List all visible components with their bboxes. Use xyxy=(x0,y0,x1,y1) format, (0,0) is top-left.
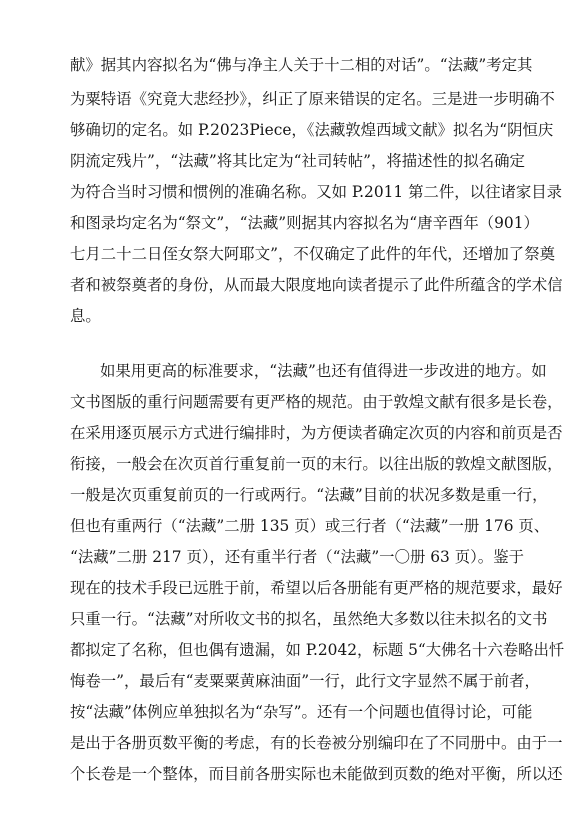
text-line: 献》据其内容拟名为“佛与净主人关于十二相的对话”。“法藏”考定其 xyxy=(70,56,533,74)
text-line: 者和被祭奠者的身份，从而最大限度地向读者提示了此件所蕴含的学术信 xyxy=(70,276,563,294)
text-line: 为符合当时习惯和惯例的准确名称。又如 P.2011 第二件，以往诸家目录 xyxy=(70,183,563,201)
text-line: 是出于各册页数平衡的考虑，有的长卷被分别编印在了不同册中。由于一 xyxy=(70,734,563,752)
text-line: 七月二十二日侄女祭大阿耶文”，不仅确定了此件的年代，还增加了祭奠 xyxy=(70,245,555,263)
text-line: 息。 xyxy=(70,307,101,325)
text-line: 只重一行。“法藏”对所收文书的拟名，虽然绝大多数以往未拟名的文书 xyxy=(70,610,548,628)
text-line: 现在的技术手段已远胜于前，希望以后各册能有更严格的规范要求，最好 xyxy=(70,579,563,597)
text-line: 如果用更高的标准要求，“法藏”也还有值得进一步改进的地方。如 xyxy=(100,362,547,380)
text-line: 都拟定了名称，但也偶有遗漏，如 P.2042，标题 5“大佛名十六卷略出忏 xyxy=(70,641,565,659)
text-line: “法藏”二册 217 页），还有重半行者（“法藏”一〇册 63 页）。鉴于 xyxy=(70,548,524,566)
text-line: 悔卷一”，最后有“麦粟粟黄麻油面”一行，此行文字显然不属于前者， xyxy=(70,672,540,690)
text-line: 够确切的定名。如 P.2023Piece，《法藏敦煌西域文献》拟名为“阴恒庆 xyxy=(70,121,554,139)
text-line: 为粟特语《究竟大悲经抄》，纠正了原来错误的定名。三是进一步明确不 xyxy=(70,90,555,108)
text-line: 个长卷是一个整体，而目前各册实际也未能做到页数的绝对平衡，所以还 xyxy=(70,765,563,783)
text-line: 在采用逐页展示方式进行编排时，为方便读者确定次页的内容和前页是否 xyxy=(70,424,563,442)
text-line: 和图录均定名为“祭文”，“法藏”则据其内容拟名为“唐辛酉年（901） xyxy=(70,214,539,232)
text-line: 但也有重两行（“法藏”二册 135 页）或三行者（“法藏”一册 176 页、 xyxy=(70,517,550,535)
text-line: 文书图版的重行问题需要有更严格的规范。由于敦煌文献有很多是长卷， xyxy=(70,393,563,411)
text-line: 一般是次页重复前页的一行或两行。“法藏”目前的状况多数是重一行， xyxy=(70,486,548,504)
text-line: 衔接，一般会在次页首行重复前一页的末行。以往出版的敦煌文献图版， xyxy=(70,455,563,473)
text-line: 阴流定残片”，“法藏”将其比定为“社司转帖”，将描述性的拟名确定 xyxy=(70,152,525,170)
text-line: 按“法藏”体例应单独拟名为“杂写”。还有一个问题也值得讨论，可能 xyxy=(70,703,533,721)
